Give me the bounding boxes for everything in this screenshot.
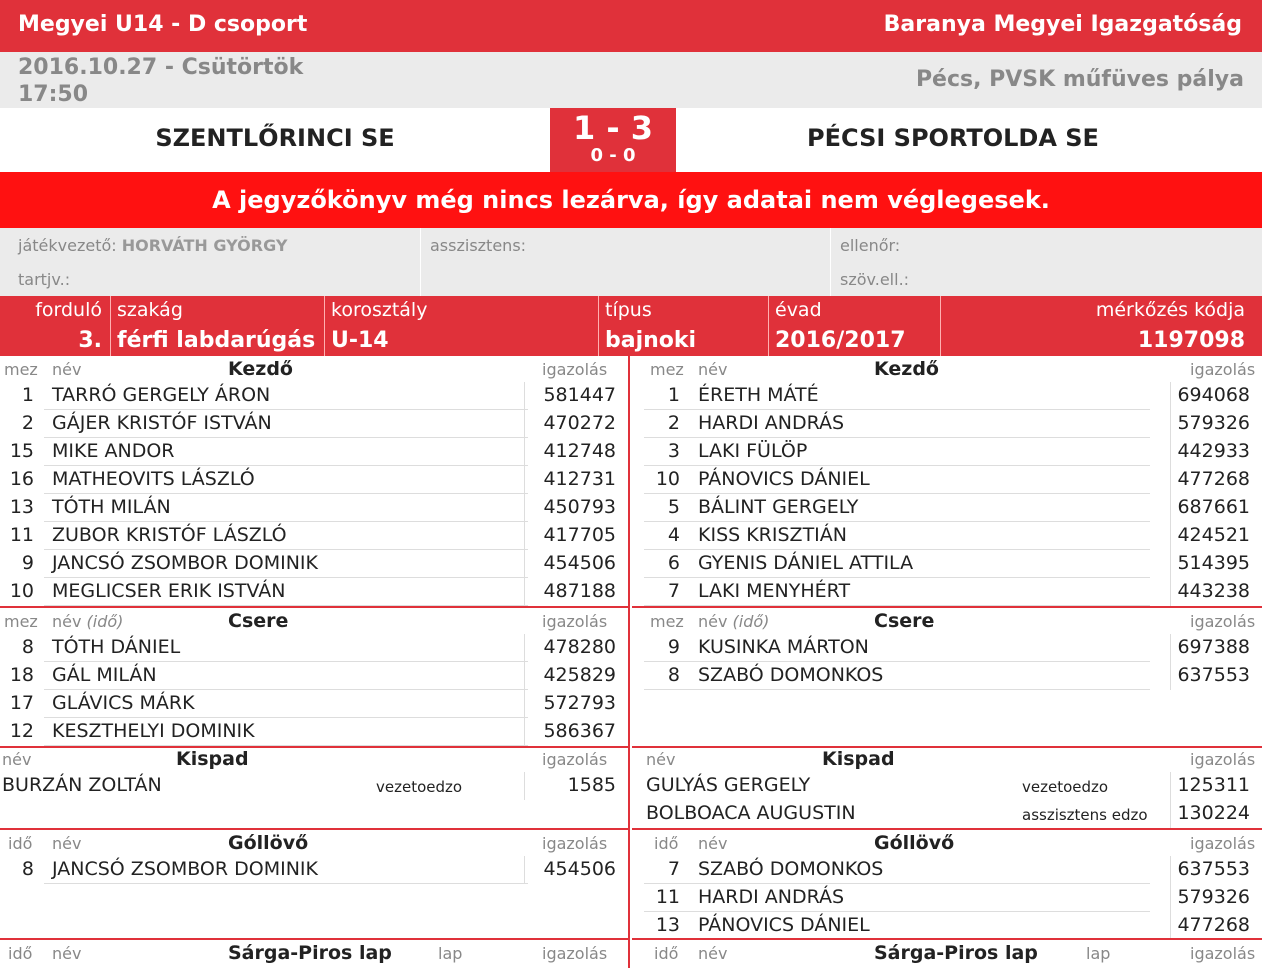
player-name[interactable]: TÓTH DÁNIEL: [52, 636, 181, 658]
name-header: név: [52, 360, 82, 379]
home-subs-section: [0, 608, 628, 746]
registration-number: 417705: [543, 524, 616, 546]
player-name[interactable]: HARDI ANDRÁS: [698, 412, 845, 434]
reg-header: igazolás: [542, 612, 608, 631]
jersey-number: 8: [21, 636, 34, 658]
column-divider: [524, 466, 525, 494]
reg-header: igazolás: [1190, 360, 1256, 379]
away-cards-section: [632, 940, 1262, 966]
bench-title: Kispad: [176, 748, 249, 770]
staff-role: asszisztens edzo: [1022, 806, 1148, 824]
player-row[interactable]: [0, 662, 628, 690]
match-meta-bar: [0, 296, 1262, 356]
away-starting-list: [632, 382, 1262, 606]
player-name[interactable]: SZABÓ DOMONKOS: [698, 664, 884, 686]
name-header: név: [2, 750, 32, 769]
player-row[interactable]: [0, 382, 628, 410]
player-row[interactable]: [632, 856, 1262, 884]
home-subs-list: [0, 634, 628, 746]
column-divider: [1170, 410, 1171, 438]
player-name[interactable]: MEGLICSER ERIK ISTVÁN: [52, 580, 286, 602]
match-date: 2016.10.27 - Csütörtök: [18, 55, 304, 80]
registration-number: 412748: [543, 440, 616, 462]
jersey-number: 1: [21, 384, 34, 406]
player-row[interactable]: [632, 550, 1262, 578]
player-name[interactable]: ÉRETH MÁTÉ: [698, 384, 819, 406]
reg-header: igazolás: [542, 944, 608, 963]
player-name[interactable]: GÁL MILÁN: [52, 664, 157, 686]
reg-header: igazolás: [542, 750, 608, 769]
home-starting-section: [0, 356, 628, 606]
jersey-number: 12: [9, 720, 34, 742]
player-name[interactable]: KESZTHELYI DOMINIK: [52, 720, 255, 742]
jersey-number: 10: [655, 468, 680, 490]
column-divider: [524, 410, 525, 438]
player-row[interactable]: [632, 634, 1262, 662]
name-header: név: [52, 944, 82, 963]
player-name[interactable]: TARRÓ GERGELY ÁRON: [52, 384, 271, 406]
registration-number: 425829: [543, 664, 616, 686]
subs-title: Csere: [874, 610, 935, 632]
registration-number: 477268: [1177, 468, 1250, 490]
branch-value: férfi labdarúgás: [117, 328, 316, 353]
staff-role: vezetoedzo: [1022, 778, 1109, 796]
staff-name[interactable]: BOLBOACA AUGUSTIN: [646, 802, 856, 824]
registration-number: 412731: [543, 468, 616, 490]
jersey-number: 11: [655, 886, 680, 908]
reg-header: igazolás: [542, 360, 608, 379]
registration-number: 581447: [543, 384, 616, 406]
season-label: évad: [775, 299, 822, 321]
jersey-number: 1: [667, 384, 680, 406]
jersey-number: 16: [9, 468, 34, 490]
player-row[interactable]: [632, 494, 1262, 522]
registration-number: 579326: [1177, 886, 1250, 908]
away-subs-section: [632, 608, 1262, 690]
column-divider: [524, 438, 525, 466]
final-score: 1 - 3: [572, 109, 654, 147]
player-name[interactable]: MATHEOVITS LÁSZLÓ: [52, 468, 255, 490]
registration-number: 1585: [567, 774, 616, 796]
column-divider: [1170, 634, 1171, 662]
column-divider: [1170, 550, 1171, 578]
column-divider: [1170, 912, 1171, 940]
column-divider: [1170, 800, 1171, 828]
jersey-number: 10: [9, 580, 34, 602]
column-divider: [1170, 522, 1171, 550]
score-box: [550, 108, 676, 172]
column-divider: [1170, 494, 1171, 522]
column-divider: [1170, 438, 1171, 466]
branch-label: szakág: [117, 299, 183, 321]
starting-title: Kezdő: [874, 358, 939, 380]
szov-label: szöv.ell.:: [840, 270, 910, 289]
registration-number: 424521: [1177, 524, 1250, 546]
column-divider: [524, 718, 525, 746]
jersey-number: 7: [667, 580, 680, 602]
jersey-number: 9: [21, 552, 34, 574]
name-header: név: [52, 834, 82, 853]
name-header: név: [698, 612, 728, 631]
jersey-number: 13: [655, 914, 680, 936]
registration-number: 687661: [1177, 496, 1250, 518]
type-label: típus: [605, 299, 652, 321]
player-name[interactable]: GYENIS DÁNIEL ATTILA: [698, 552, 914, 574]
referee-label: játékvezető:: [18, 236, 117, 255]
round-label: forduló: [35, 299, 102, 321]
mez-header: mez: [4, 360, 38, 379]
player-name[interactable]: BÁLINT GERGELY: [698, 496, 859, 518]
jersey-number: 2: [667, 412, 680, 434]
column-divider: [1170, 884, 1171, 912]
player-name[interactable]: ZUBOR KRISTÓF LÁSZLÓ: [52, 524, 287, 546]
column-divider: [1170, 466, 1171, 494]
reg-header: igazolás: [1190, 944, 1256, 963]
column-divider: [1170, 772, 1171, 800]
registration-number: 514395: [1177, 552, 1250, 574]
home-starting-list: [0, 382, 628, 606]
player-row[interactable]: [632, 662, 1262, 690]
time-header: idő: [8, 944, 33, 963]
player-name[interactable]: JANCSÓ ZSOMBOR DOMINIK: [52, 552, 318, 574]
column-divider: [524, 856, 525, 884]
mez-header: mez: [650, 360, 684, 379]
cards-title: Sárga-Piros lap: [228, 942, 392, 964]
time-header: (idő): [732, 612, 770, 631]
referee-name: HORVÁTH GYÖRGY: [121, 236, 288, 255]
row-divider: [644, 689, 1150, 690]
registration-number: 572793: [543, 692, 616, 714]
player-row[interactable]: [632, 912, 1262, 940]
jersey-number: 11: [9, 524, 34, 546]
registration-number: 637553: [1177, 664, 1250, 686]
staff-name[interactable]: GULYÁS GERGELY: [646, 774, 811, 796]
column-divider: [524, 578, 525, 606]
registration-number: 443238: [1177, 580, 1250, 602]
home-bench-section: [0, 748, 628, 800]
match-venue: Pécs, PVSK műfüves pálya: [915, 67, 1244, 92]
tartjv-label: tartjv.:: [18, 270, 71, 289]
column-divider: [1170, 662, 1171, 690]
assistants-label: asszisztens:: [430, 236, 527, 255]
jersey-number: 5: [667, 496, 680, 518]
staff-role: vezetoedzo: [376, 778, 463, 796]
subs-title: Csere: [228, 610, 289, 632]
registration-number: 130224: [1177, 802, 1250, 824]
home-bench-list: [0, 772, 628, 800]
round-value: 3.: [78, 328, 102, 353]
registration-number: 697388: [1177, 636, 1250, 658]
column-divider: [524, 522, 525, 550]
mez-header: mez: [650, 612, 684, 631]
time-header: (idő): [86, 612, 124, 631]
player-row[interactable]: [632, 438, 1262, 466]
age-value: U-14: [331, 328, 389, 353]
player-row[interactable]: [632, 522, 1262, 550]
player-row[interactable]: [0, 522, 628, 550]
jersey-number: 2: [21, 412, 34, 434]
registration-number: 579326: [1177, 412, 1250, 434]
bench-row[interactable]: [632, 772, 1262, 800]
scorers-title: Góllövő: [228, 832, 309, 854]
match-info-bar: [0, 52, 1262, 108]
registration-number: 487188: [543, 580, 616, 602]
player-name[interactable]: LAKI MENYHÉRT: [698, 580, 851, 602]
player-row[interactable]: [0, 578, 628, 606]
reg-header: igazolás: [542, 834, 608, 853]
jersey-number: 13: [9, 496, 34, 518]
time-header: idő: [8, 834, 33, 853]
player-name[interactable]: JANCSÓ ZSOMBOR DOMINIK: [52, 858, 318, 880]
jersey-number: 7: [667, 858, 680, 880]
registration-number: 454506: [543, 552, 616, 574]
registration-number: 478280: [543, 636, 616, 658]
name-header: név: [698, 944, 728, 963]
column-divider: [524, 550, 525, 578]
away-bench-section: [632, 748, 1262, 828]
player-row[interactable]: [0, 718, 628, 746]
match-code-value: 1197098: [1137, 328, 1245, 353]
registration-number: 637553: [1177, 858, 1250, 880]
type-value: bajnoki: [605, 328, 697, 353]
player-row[interactable]: [632, 410, 1262, 438]
match-time: 17:50: [18, 82, 89, 107]
reg-header: igazolás: [1190, 834, 1256, 853]
player-name[interactable]: HARDI ANDRÁS: [698, 886, 845, 908]
jersey-number: 8: [21, 858, 34, 880]
jersey-number: 3: [667, 440, 680, 462]
player-row[interactable]: [0, 410, 628, 438]
away-subs-list: [632, 634, 1262, 690]
home-cards-section: [0, 940, 628, 966]
player-row[interactable]: [0, 466, 628, 494]
cards-title: Sárga-Piros lap: [874, 942, 1038, 964]
registration-number: 125311: [1177, 774, 1250, 796]
registration-number: 694068: [1177, 384, 1250, 406]
player-row[interactable]: [632, 884, 1262, 912]
away-starting-section: [632, 356, 1262, 606]
mez-header: mez: [4, 612, 38, 631]
player-row[interactable]: [632, 578, 1262, 606]
player-name[interactable]: SZABÓ DOMONKOS: [698, 858, 884, 880]
time-header: idő: [654, 834, 679, 853]
name-header: név: [646, 750, 676, 769]
bench-row[interactable]: [0, 772, 628, 800]
organizer-name: Baranya Megyei Igazgatóság: [883, 12, 1242, 37]
player-row[interactable]: [0, 550, 628, 578]
away-team-name[interactable]: PÉCSI SPORTOLDA SE: [807, 124, 1099, 152]
time-header: idő: [654, 944, 679, 963]
column-divider: [1170, 578, 1171, 606]
center-divider: [628, 356, 630, 968]
column-divider: [524, 382, 525, 410]
player-name[interactable]: LAKI FÜLÖP: [698, 440, 808, 462]
registration-number: 454506: [543, 858, 616, 880]
player-name[interactable]: GLÁVICS MÁRK: [52, 692, 195, 714]
player-name[interactable]: PÁNOVICS DÁNIEL: [698, 468, 870, 490]
player-name[interactable]: PÁNOVICS DÁNIEL: [698, 914, 870, 936]
player-row[interactable]: [632, 382, 1262, 410]
officials-panel: [0, 228, 1262, 296]
scorers-title: Góllövő: [874, 832, 955, 854]
jersey-number: 17: [9, 692, 34, 714]
starting-title: Kezdő: [228, 358, 293, 380]
column-divider: [524, 662, 525, 690]
jersey-number: 8: [667, 664, 680, 686]
name-header: név: [698, 360, 728, 379]
registration-number: 442933: [1177, 440, 1250, 462]
match-code-label: mérkőzés kódja: [1095, 299, 1245, 321]
controller-label: ellenőr:: [840, 236, 901, 255]
card-header: lap: [1086, 944, 1111, 963]
name-header: név: [52, 612, 82, 631]
jersey-number: 6: [667, 552, 680, 574]
reg-header: igazolás: [1190, 750, 1256, 769]
registration-number: 470272: [543, 412, 616, 434]
halftime-score: 0 - 0: [590, 145, 636, 166]
away-scorers-list: [632, 856, 1262, 940]
registration-number: 586367: [543, 720, 616, 742]
header-bar: [0, 0, 1262, 52]
home-scorers-section: [0, 830, 628, 884]
bench-row[interactable]: [632, 800, 1262, 828]
row-divider: [44, 883, 528, 884]
player-row[interactable]: [0, 856, 628, 884]
bench-title: Kispad: [822, 748, 895, 770]
player-name[interactable]: KISS KRISZTIÁN: [698, 524, 847, 546]
player-name[interactable]: MIKE ANDOR: [52, 440, 175, 462]
jersey-number: 9: [667, 636, 680, 658]
staff-name[interactable]: BURZÁN ZOLTÁN: [2, 774, 162, 796]
column-divider: [524, 772, 525, 800]
player-row[interactable]: [0, 634, 628, 662]
away-bench-list: [632, 772, 1262, 828]
registration-number: 477268: [1177, 914, 1250, 936]
column-divider: [524, 494, 525, 522]
season-value: 2016/2017: [775, 328, 906, 353]
column-divider: [524, 690, 525, 718]
player-row[interactable]: [0, 494, 628, 522]
warning-banner: A jegyzőkönyv még nincs lezárva, így adatai nem véglegesek.: [0, 172, 1262, 228]
home-team-name[interactable]: SZENTLŐRINCI SE: [155, 124, 395, 152]
player-name[interactable]: KUSINKA MÁRTON: [698, 636, 869, 658]
away-scorers-section: [632, 830, 1262, 940]
jersey-number: 4: [667, 524, 680, 546]
card-header: lap: [438, 944, 463, 963]
registration-number: 450793: [543, 496, 616, 518]
jersey-number: 18: [9, 664, 34, 686]
player-row[interactable]: [0, 438, 628, 466]
age-label: korosztály: [331, 299, 428, 321]
competition-title[interactable]: Megyei U14 - D csoport: [18, 12, 308, 37]
reg-header: igazolás: [1190, 612, 1256, 631]
column-divider: [1170, 856, 1171, 884]
jersey-number: 15: [9, 440, 34, 462]
player-name[interactable]: TÓTH MILÁN: [52, 496, 171, 518]
player-row[interactable]: [632, 466, 1262, 494]
column-divider: [524, 634, 525, 662]
column-divider: [1170, 382, 1171, 410]
home-scorers-list: [0, 856, 628, 884]
player-row[interactable]: [0, 690, 628, 718]
player-name[interactable]: GÁJER KRISTÓF ISTVÁN: [52, 412, 272, 434]
name-header: név: [698, 834, 728, 853]
